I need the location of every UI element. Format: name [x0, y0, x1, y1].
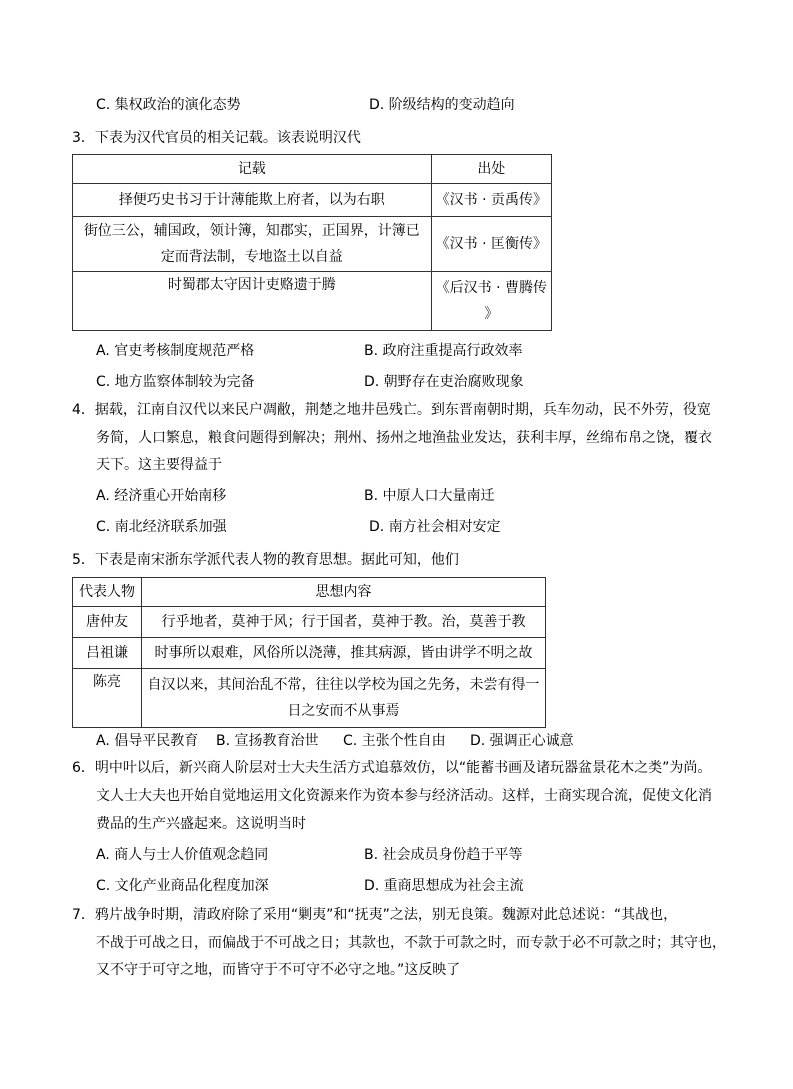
option-b: B. 政府注重提高行政效率 [364, 343, 523, 359]
question-6-stem-line: 6．明中叶以后，新兴商人阶层对士大夫生活方式追慕效仿，以“能蓄书画及诸玩器盆景花木之类”为尚。 [72, 760, 712, 776]
table-cell-idea: 时事所以艰难，风俗所以浇薄，推其病源，皆由讲学不明之故 [142, 638, 546, 669]
question-6-stem-line: 费品的生产兴盛起来。这说明当时 [96, 816, 306, 832]
idea-line: 自汉以来，其间治乱不常，往往以学校为国之先务，未尝有得一 [147, 677, 540, 693]
option-c: C. 集权政治的演化态势 [96, 97, 241, 113]
table-row [73, 272, 552, 331]
option-a: A. 商人与士人价值观念趋同 [96, 847, 269, 863]
option-d: D. 重商思想成为社会主流 [364, 878, 524, 894]
option-a: A. 倡导平民教育 [96, 733, 199, 749]
table-row [73, 669, 546, 728]
source-line: 》 [484, 306, 499, 322]
option-c: C. 南北经济联系加强 [96, 519, 227, 535]
question-5-stem: 5．下表是南宋浙东学派代表人物的教育思想。据此可知，他们 [72, 552, 459, 568]
table-row [73, 184, 552, 217]
table-cell-person: 唐仲友 [73, 607, 142, 638]
table-header: 记载 [73, 155, 432, 184]
table-cell-idea: 行乎地者，莫神于风；行于国者，莫神于教。治，莫善于教 [142, 607, 546, 638]
option-c: C. 地方监察体制较为完备 [96, 374, 255, 390]
table-header-row [73, 155, 552, 184]
option-b: B. 宣扬教育治世 [216, 733, 319, 749]
option-a: A. 官吏考核制度规范严格 [96, 343, 255, 359]
record-line: 定而背法制，专地盗土以自益 [160, 249, 343, 265]
question-7-stem-line: 又不守于可守之地，而皆守于不可守不必守之地。”这反映了 [96, 962, 461, 978]
table-header-row [73, 578, 546, 607]
option-c: C. 主张个性自由 [343, 733, 446, 749]
table-cell-source [431, 272, 551, 331]
table-cell-record: 时蜀郡太守因计吏赂遗于腾 [73, 272, 432, 331]
table-header: 出处 [431, 155, 551, 184]
table-row [73, 217, 552, 272]
source-line: 《后汉书 · 曹腾传 [435, 280, 547, 296]
table-cell-record [73, 217, 432, 272]
question-7-stem-line: 7．鸦片战争时期，清政府除了采用“剿夷”和“抚夷”之法，别无良策。魏源对此总述说：“其战也， [72, 907, 678, 923]
option-b: B. 中原人口大量南迁 [364, 488, 495, 504]
option-d: D. 南方社会相对安定 [369, 519, 501, 535]
option-d: D. 强调正心诚意 [470, 733, 574, 749]
table-header: 思想内容 [142, 578, 546, 607]
table-row [73, 638, 546, 669]
question-7-stem-line: 不战于可战之日，而偏战于不可战之日；其款也，不款于可款之时，而专款于必不可款之时；其守也， [96, 935, 726, 951]
table-cell-source: 《汉书 · 匡衡传》 [431, 217, 551, 272]
option-d: D. 朝野存在吏治腐败现象 [364, 374, 524, 390]
question-6-stem-line: 文人士大夫也开始自觉地运用文化资源来作为资本参与经济活动。这样，士商实现合流，促使文化消 [96, 788, 712, 804]
question-3-stem: 3．下表为汉代官员的相关记载。该表说明汉代 [72, 130, 361, 146]
question-4-stem-line: 天下。这主要得益于 [96, 457, 222, 473]
option-b: B. 社会成员身份趋于平等 [364, 847, 523, 863]
table-cell-record: 择便巧史书习于计薄能欺上府者，以为右职 [73, 184, 432, 217]
question-5-table [72, 577, 546, 728]
question-3-table [72, 154, 552, 331]
question-4-stem-line: 务简，人口繁息，粮食问题得到解决；荆州、扬州之地渔盐业发达，获利丰厚，丝绵布帛之饶，覆衣 [96, 430, 712, 446]
table-row [73, 607, 546, 638]
question-4-stem-line: 4．据载，江南自汉代以来民户凋敝，荆楚之地井邑残亡。到东晋南朝时期，兵车勿动，民不外劳，役宽 [72, 402, 711, 418]
record-line: 街位三公，辅国政，领计簿，知郡实，正国界，计簿已 [83, 223, 420, 239]
table-cell-person: 陈亮 [73, 669, 142, 728]
table-cell-idea [142, 669, 546, 728]
idea-line: 日之安而不从事焉 [287, 703, 400, 719]
option-d: D. 阶级结构的变动趋向 [369, 97, 515, 113]
option-c: C. 文化产业商品化程度加深 [96, 878, 269, 894]
option-a: A. 经济重心开始南移 [96, 488, 227, 504]
table-cell-person: 吕祖谦 [73, 638, 142, 669]
table-header: 代表人物 [73, 578, 142, 607]
table-cell-source: 《汉书 · 贡禹传》 [431, 184, 551, 217]
